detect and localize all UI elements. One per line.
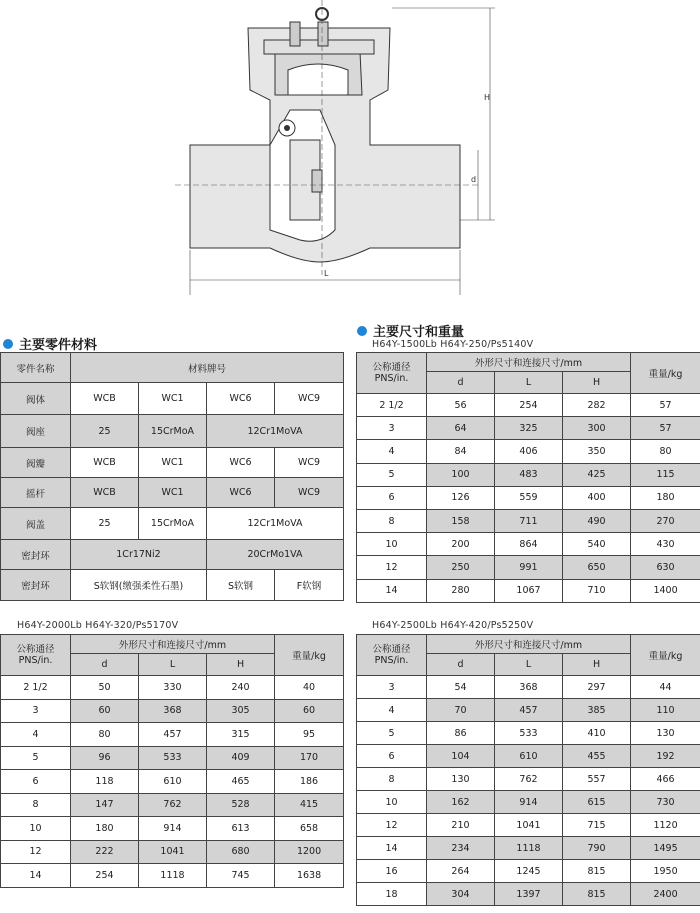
value-cell: 528 (207, 793, 275, 817)
value-cell: 1397 (495, 883, 563, 906)
pns-cell: 5 (357, 722, 427, 745)
dim-d-label: d (471, 175, 477, 184)
value-cell: 282 (563, 394, 631, 417)
value-cell: 297 (563, 676, 631, 699)
value-cell: 54 (427, 676, 495, 699)
pns-cell: 6 (1, 770, 71, 794)
table2000-title: H64Y-2000Lb H64Y-320/Ps5170V (17, 620, 179, 631)
pns-cell: 8 (357, 509, 427, 532)
table-row (1, 770, 344, 794)
value-cell: 457 (495, 699, 563, 722)
pns-cell: 10 (1, 817, 71, 841)
value-cell: 914 (139, 817, 207, 841)
dim-H-label: H (484, 93, 491, 102)
pns-cell: 12 (1, 840, 71, 864)
value-cell: 162 (427, 791, 495, 814)
table-row (357, 394, 700, 417)
pns-cell: 3 (357, 676, 427, 699)
value-cell: 457 (139, 723, 207, 747)
value-cell: 104 (427, 745, 495, 768)
pns-cell: 5 (357, 463, 427, 486)
value-cell: 415 (275, 793, 344, 817)
pns-cell: 6 (357, 486, 427, 509)
table-row (357, 860, 700, 883)
value-cell: 57 (631, 417, 700, 440)
value-cell: 991 (495, 556, 563, 579)
table-row (1, 723, 344, 747)
value-cell: 325 (495, 417, 563, 440)
pns-cell: 4 (357, 440, 427, 463)
pns-cell: 14 (1, 864, 71, 888)
value-cell: 864 (495, 533, 563, 556)
value-cell: 1118 (139, 864, 207, 888)
table-row (1, 864, 344, 888)
value-cell: 60 (275, 699, 344, 723)
table-row (357, 814, 700, 837)
value-cell: 1950 (631, 860, 700, 883)
table-row (357, 440, 700, 463)
value-cell: 1067 (495, 579, 563, 602)
value-cell: 64 (427, 417, 495, 440)
value-cell: 110 (631, 699, 700, 722)
table-row (357, 768, 700, 791)
value-cell: 710 (563, 579, 631, 602)
table-row (357, 533, 700, 556)
table-row (357, 791, 700, 814)
table-row (1, 840, 344, 864)
value-cell: 368 (495, 676, 563, 699)
pns-cell: 8 (357, 768, 427, 791)
materials-heading: 主要零件材料 (3, 334, 97, 353)
value-cell: 430 (631, 533, 700, 556)
value-cell: 1400 (631, 579, 700, 602)
value-cell: 1041 (139, 840, 207, 864)
table-row (357, 486, 700, 509)
table-2000lb: 公称通径 PNS/in. 外形尺寸和连接尺寸/mm 重量/kg d L H 2 1/2 50 330 240 40 3 60 368 305 60 4 80 457 315 95 5 96 533 409 170 6 118 610 465 186 8 147 762 528 415 10 180 914 613 658 12 222 1041 680 1200 14 254 1118 745 1638 (0, 634, 344, 888)
pns-cell: 5 (1, 746, 71, 770)
value-cell: 96 (71, 746, 139, 770)
pns-cell: 12 (357, 814, 427, 837)
pns-cell: 4 (357, 699, 427, 722)
value-cell: 158 (427, 509, 495, 532)
value-cell: 280 (427, 579, 495, 602)
value-cell: 613 (207, 817, 275, 841)
value-cell: 762 (139, 793, 207, 817)
value-cell: 455 (563, 745, 631, 768)
materials-table: 零件名称 材料牌号 阀体 WCB WC1 WC6 WC9 阀座 25 15CrMoA 12Cr1MoVA 阀瓣 WCB WC1 WC6 WC9 摇杆 WCB WC1 WC6 WC9 阀盖 25 15CrMoA 12Cr1MoVA 密封环 1Cr17Ni2 20CrMo1VA 密封环 S软钢(缴强柔性石墨) S软钢 F软钢 (0, 352, 344, 601)
value-cell: 425 (563, 463, 631, 486)
table-row (357, 463, 700, 486)
pns-cell: 16 (357, 860, 427, 883)
value-cell: 250 (427, 556, 495, 579)
value-cell: 200 (427, 533, 495, 556)
value-cell: 490 (563, 509, 631, 532)
value-cell: 240 (207, 676, 275, 700)
table-row (1, 817, 344, 841)
value-cell: 914 (495, 791, 563, 814)
pns-cell: 8 (1, 793, 71, 817)
value-cell: 533 (495, 722, 563, 745)
value-cell: 1120 (631, 814, 700, 837)
table-row (357, 579, 700, 602)
value-cell: 730 (631, 791, 700, 814)
value-cell: 234 (427, 837, 495, 860)
pns-cell: 18 (357, 883, 427, 906)
value-cell: 254 (71, 864, 139, 888)
value-cell: 86 (427, 722, 495, 745)
value-cell: 50 (71, 676, 139, 700)
value-cell: 540 (563, 533, 631, 556)
value-cell: 1200 (275, 840, 344, 864)
value-cell: 44 (631, 676, 700, 699)
value-cell: 222 (71, 840, 139, 864)
header-part: 零件名称 (1, 353, 71, 383)
table-row (357, 556, 700, 579)
value-cell: 2400 (631, 883, 700, 906)
value-cell: 254 (495, 394, 563, 417)
dim-L-label: L (324, 269, 329, 278)
bullet-icon (3, 339, 13, 349)
value-cell: 1118 (495, 837, 563, 860)
value-cell: 1638 (275, 864, 344, 888)
value-cell: 557 (563, 768, 631, 791)
pns-cell: 3 (1, 699, 71, 723)
value-cell: 650 (563, 556, 631, 579)
pns-cell: 14 (357, 579, 427, 602)
value-cell: 130 (427, 768, 495, 791)
value-cell: 210 (427, 814, 495, 837)
value-cell: 400 (563, 486, 631, 509)
table-row (1, 699, 344, 723)
value-cell: 630 (631, 556, 700, 579)
table-row (357, 699, 700, 722)
value-cell: 80 (631, 440, 700, 463)
pns-cell: 6 (357, 745, 427, 768)
value-cell: 147 (71, 793, 139, 817)
value-cell: 115 (631, 463, 700, 486)
table-row (357, 722, 700, 745)
table-1500lb: 公称通径 PNS/in. 外形尺寸和连接尺寸/mm 重量/kg d L H 2 1/2 56 254 282 57 3 64 325 300 57 4 84 406 350 80 5 100 483 425 115 6 126 559 400 180 8 158 711 490 270 10 200 864 540 430 12 250 991 650 630 14 280 1067 710 1400 (356, 352, 700, 603)
pns-cell: 2 1/2 (357, 394, 427, 417)
value-cell: 368 (139, 699, 207, 723)
value-cell: 409 (207, 746, 275, 770)
pns-cell: 10 (357, 791, 427, 814)
value-cell: 186 (275, 770, 344, 794)
value-cell: 385 (563, 699, 631, 722)
value-cell: 615 (563, 791, 631, 814)
value-cell: 745 (207, 864, 275, 888)
value-cell: 305 (207, 699, 275, 723)
value-cell: 680 (207, 840, 275, 864)
value-cell: 100 (427, 463, 495, 486)
value-cell: 180 (631, 486, 700, 509)
value-cell: 610 (139, 770, 207, 794)
value-cell: 658 (275, 817, 344, 841)
pns-cell: 3 (357, 417, 427, 440)
value-cell: 126 (427, 486, 495, 509)
value-cell: 406 (495, 440, 563, 463)
value-cell: 264 (427, 860, 495, 883)
value-cell: 315 (207, 723, 275, 747)
value-cell: 304 (427, 883, 495, 906)
value-cell: 350 (563, 440, 631, 463)
dims-heading: 主要尺寸和重量 (357, 321, 464, 340)
value-cell: 790 (563, 837, 631, 860)
bullet-icon (357, 326, 367, 336)
value-cell: 130 (631, 722, 700, 745)
valve-drawing (0, 0, 700, 305)
value-cell: 715 (563, 814, 631, 837)
pns-cell: 10 (357, 533, 427, 556)
value-cell: 60 (71, 699, 139, 723)
value-cell: 1245 (495, 860, 563, 883)
value-cell: 170 (275, 746, 344, 770)
value-cell: 559 (495, 486, 563, 509)
value-cell: 84 (427, 440, 495, 463)
value-cell: 815 (563, 883, 631, 906)
pns-cell: 12 (357, 556, 427, 579)
value-cell: 40 (275, 676, 344, 700)
value-cell: 1041 (495, 814, 563, 837)
value-cell: 95 (275, 723, 344, 747)
value-cell: 610 (495, 745, 563, 768)
value-cell: 180 (71, 817, 139, 841)
value-cell: 118 (71, 770, 139, 794)
table-row (1, 676, 344, 700)
table-row (357, 837, 700, 860)
pns-cell: 2 1/2 (1, 676, 71, 700)
value-cell: 483 (495, 463, 563, 486)
table-row (357, 509, 700, 532)
value-cell: 533 (139, 746, 207, 770)
value-cell: 57 (631, 394, 700, 417)
table-row (357, 417, 700, 440)
pns-cell: 4 (1, 723, 71, 747)
pns-cell: 14 (357, 837, 427, 860)
table1500-title: H64Y-1500Lb H64Y-250/Ps5140V (372, 339, 534, 350)
value-cell: 711 (495, 509, 563, 532)
table2500-title: H64Y-2500Lb H64Y-420/Ps5250V (372, 620, 534, 631)
table-row (357, 883, 700, 906)
value-cell: 762 (495, 768, 563, 791)
value-cell: 70 (427, 699, 495, 722)
table-row (357, 745, 700, 768)
value-cell: 815 (563, 860, 631, 883)
table-row (1, 793, 344, 817)
table-row (357, 676, 700, 699)
value-cell: 465 (207, 770, 275, 794)
value-cell: 80 (71, 723, 139, 747)
value-cell: 192 (631, 745, 700, 768)
value-cell: 56 (427, 394, 495, 417)
value-cell: 1495 (631, 837, 700, 860)
table-2500lb: 公称通径 PNS/in. 外形尺寸和连接尺寸/mm 重量/kg d L H 3 54 368 297 44 4 70 457 385 110 5 86 533 410 130 6 104 610 455 192 8 130 762 557 466 10 162 914 615 730 12 210 1041 715 1120 14 234 1118 790 1495 16 264 1245 815 1950 18 304 1397 815 2400 (356, 634, 700, 906)
table-row (1, 746, 344, 770)
value-cell: 330 (139, 676, 207, 700)
value-cell: 270 (631, 509, 700, 532)
header-material: 材料牌号 (71, 353, 344, 383)
value-cell: 410 (563, 722, 631, 745)
value-cell: 300 (563, 417, 631, 440)
value-cell: 466 (631, 768, 700, 791)
